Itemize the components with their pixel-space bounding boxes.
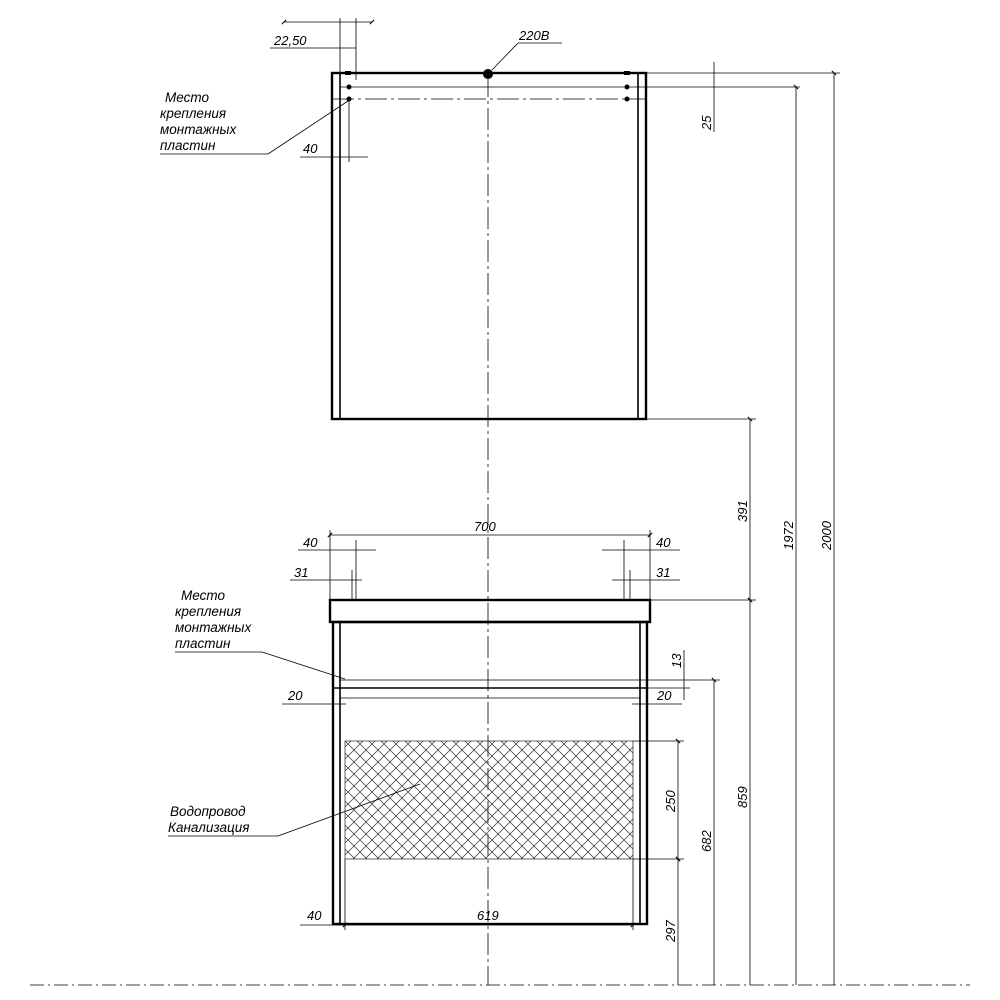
vanity-cabinet xyxy=(330,600,650,924)
pipes-note: Водопровод Канализация xyxy=(168,804,250,835)
power-outlet-icon xyxy=(483,69,493,79)
power-label: 220В xyxy=(519,28,550,43)
dim-right-mount-40: 40 xyxy=(656,535,671,550)
dim-pipe-zone-width: 619 xyxy=(477,908,499,923)
dim-bottom-left-40: 40 xyxy=(307,908,322,923)
dim-pipe-top-from-floor: 682 xyxy=(699,830,714,852)
dim-mirror-top-from-floor: 2000 xyxy=(819,521,834,550)
dim-gap-mirror-to-sink: 391 xyxy=(735,500,750,522)
mount-screw-icon xyxy=(625,85,630,90)
dim-pipe-zone-height: 250 xyxy=(663,790,678,812)
mount-screw-icon xyxy=(625,97,630,102)
power-leader xyxy=(492,43,518,70)
dim-mount-plate-13: 13 xyxy=(669,653,684,668)
mirror-cabinet xyxy=(332,69,646,419)
dim-mirror-mount-height: 25 xyxy=(699,115,714,130)
dim-cabinet-width: 700 xyxy=(474,519,496,534)
mount-note-bottom: Место крепления монтажных пластин xyxy=(175,588,252,651)
dim-right-20: 20 xyxy=(657,688,672,703)
dim-pipe-bottom-from-floor: 297 xyxy=(663,920,678,942)
sink-top xyxy=(330,600,650,622)
dim-left-mount-40: 40 xyxy=(303,535,318,550)
dim-mirror-mount-from-floor: 1972 xyxy=(781,521,796,550)
mount-bracket-icon xyxy=(345,71,351,75)
pipe-zone-hatch xyxy=(345,741,633,859)
mount-note-top: Место крепления монтажных пластин xyxy=(160,90,237,153)
dim-right-mount-31: 31 xyxy=(656,565,671,580)
dim-mirror-edge-offset: 22,50 xyxy=(274,33,307,48)
dim-left-mount-31: 31 xyxy=(294,565,309,580)
dim-sink-top-height: 859 xyxy=(735,786,750,808)
mount-bracket-icon xyxy=(624,71,630,75)
mirror-frame xyxy=(332,73,646,419)
dim-mirror-mount-offset: 40 xyxy=(303,141,318,156)
dim-left-20: 20 xyxy=(288,688,303,703)
mount-screw-icon xyxy=(347,85,352,90)
